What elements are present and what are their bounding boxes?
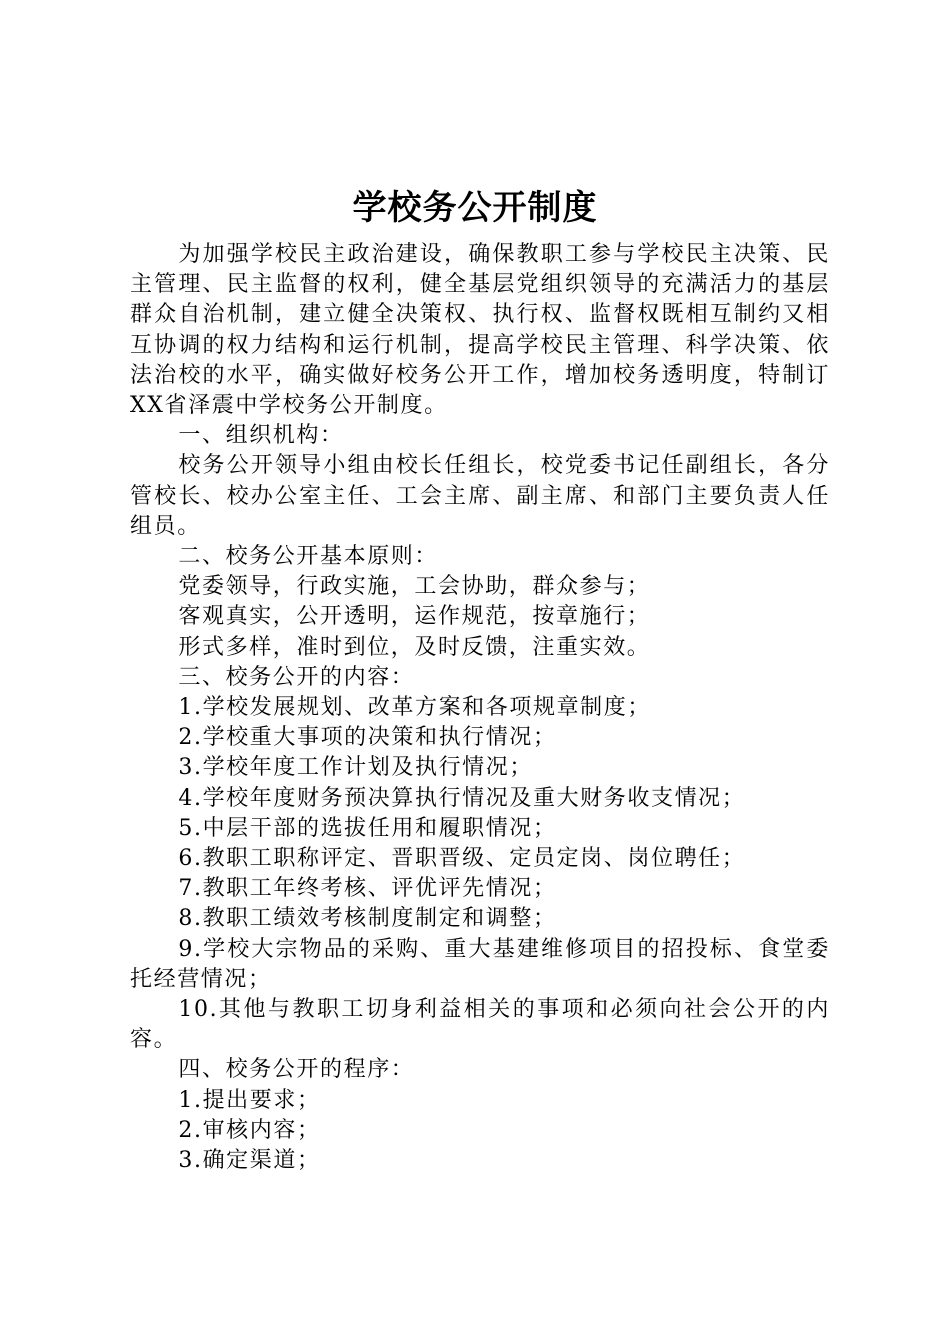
paragraph-organization: 校务公开领导小组由校长任组长，校党委书记任副组长，各分管校长、校办公室主任、工会主席、副主席、和部门主要负责人任组员。 [130,453,830,539]
content-list-item: 7.教职工年终考核、评优评先情况； [178,876,557,902]
principle-item: 客观真实，公开透明，运作规范，按章施行； [178,604,651,630]
document-body [130,240,830,1176]
section-heading-content: 三、校务公开的内容： [178,664,415,690]
content-list-item: 1.学校发展规划、改革方案和各项规章制度； [178,695,651,721]
content-list-item: 6.教职工职称评定、晋职晋级、定员定岗、岗位聘任； [178,846,746,872]
content-list-item: 10.其他与教职工切身利益相关的事项和必须向社会公开的内容。 [130,997,830,1053]
section-heading-principles: 二、校务公开基本原则： [178,544,438,570]
section-heading-procedure: 四、校务公开的程序： [178,1057,415,1083]
content-list-item: 9.学校大宗物品的采购、重大基建维修项目的招投标、食堂委托经营情况； [130,936,830,992]
content-list-item: 3.学校年度工作计划及执行情况； [178,755,533,781]
content-list-item: 8.教职工绩效考核制度制定和调整； [178,906,557,932]
content-list-item: 2.学校重大事项的决策和执行情况； [178,725,557,751]
paragraph-intro: 为加强学校民主政治建设，确保教职工参与学校民主决策、民主管理、民主监督的权利，健全基层党组织领导的充满活力的基层群众自治机制，建立健全决策权、执行权、监督权既相互制约又相互协调的权力结构和运行机制，提高学校民主管理、科学决策、依法治校的水平，确实做好校务公开工作，增加校务透明度，特制订XX省泽震中学校务公开制度。 [130,242,830,419]
principle-item: 党委领导，行政实施，工会协助，群众参与； [178,574,651,600]
procedure-list-item: 1.提出要求； [178,1087,321,1113]
content-list-item: 5.中层干部的选拔任用和履职情况； [178,815,557,841]
document-title: 学校务公开制度 [352,188,598,228]
procedure-list-item: 3.确定渠道； [178,1148,321,1174]
procedure-list-item: 2.审核内容； [178,1117,321,1143]
content-list-item: 4.学校年度财务预决算执行情况及重大财务收支情况； [178,785,746,811]
section-heading-organization: 一、组织机构： [178,423,344,449]
principle-item: 形式多样，准时到位，及时反馈，注重实效。 [178,634,651,660]
